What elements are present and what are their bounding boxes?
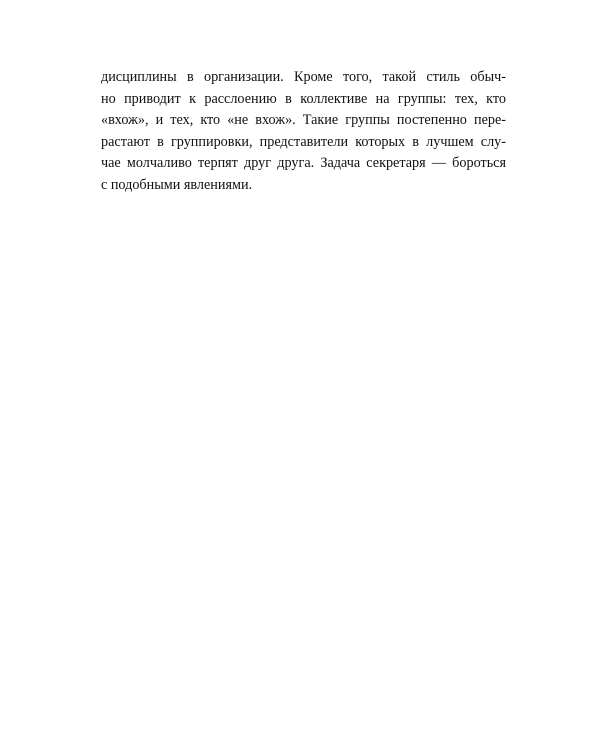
paragraph-line-3: «вхож», и тех, кто «не вхож». Такие группы постепенно пере- [101, 112, 506, 128]
paragraph-line-4: растают в группировки, представители которых в лучшем слу- [101, 133, 506, 150]
paragraph-line-2: но приводит к расслоению в коллективе на группы: тех, кто [101, 90, 506, 107]
paragraph-line-6: с подобными явлениями. [101, 176, 253, 193]
paragraph-text [101, 67, 506, 196]
paragraph-line-1: дисциплины в организации. Кроме того, такой стиль обыч- [101, 69, 506, 85]
paragraph-line-5: чае молчаливо терпят друг друга. Задача секретаря — бороться [101, 155, 506, 171]
